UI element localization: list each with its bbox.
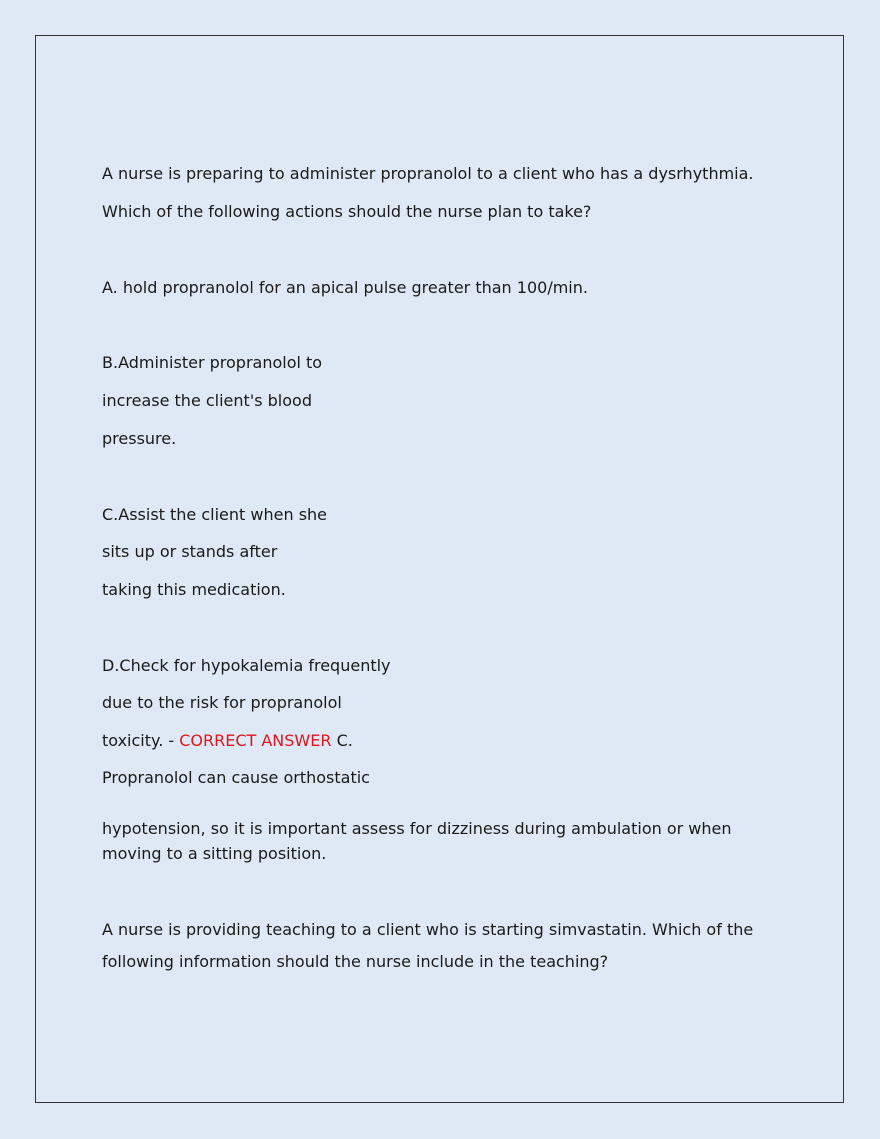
q1-option-b-line-3: pressure. <box>102 429 177 448</box>
answer-letter: C. <box>331 731 353 750</box>
q1-option-d-line-2: due to the risk for propranolol <box>102 693 342 712</box>
q2-stem-line-1: A nurse is providing teaching to a client who is starting simvastatin. Which of the <box>102 920 754 939</box>
q1-option-c-line-2: sits up or stands after <box>102 542 278 561</box>
q1-rationale-line-1: Propranolol can cause orthostatic <box>102 768 370 787</box>
q1-option-b-line-1: B.Administer propranolol to <box>102 353 323 372</box>
q1-option-d-line-3-text: toxicity. - <box>102 731 180 750</box>
q1-stem-line-1: A nurse is preparing to administer propranolol to a client who has a dysrhythmia. <box>102 164 754 183</box>
q1-option-b-line-2: increase the client's blood <box>102 391 312 410</box>
q1-option-a: A. hold propranolol for an apical pulse greater than 100/min. <box>102 278 588 297</box>
q1-option-d-line-3 <box>102 733 353 749</box>
page-border <box>35 35 844 1103</box>
q1-option-d-line-1: D.Check for hypokalemia frequently <box>102 656 391 675</box>
q1-option-c-line-1: C.Assist the client when she <box>102 505 328 524</box>
q2-stem-line-2: following information should the nurse include in the teaching? <box>102 952 609 971</box>
correct-answer-label: CORRECT ANSWER <box>179 731 332 750</box>
q1-option-c-line-3: taking this medication. <box>102 580 286 599</box>
q1-stem-line-2: Which of the following actions should the nurse plan to take? <box>102 202 592 221</box>
q1-rationale-paragraph: hypotension, so it is important assess for dizziness during ambulation or when moving to a sitting position. <box>102 819 732 863</box>
